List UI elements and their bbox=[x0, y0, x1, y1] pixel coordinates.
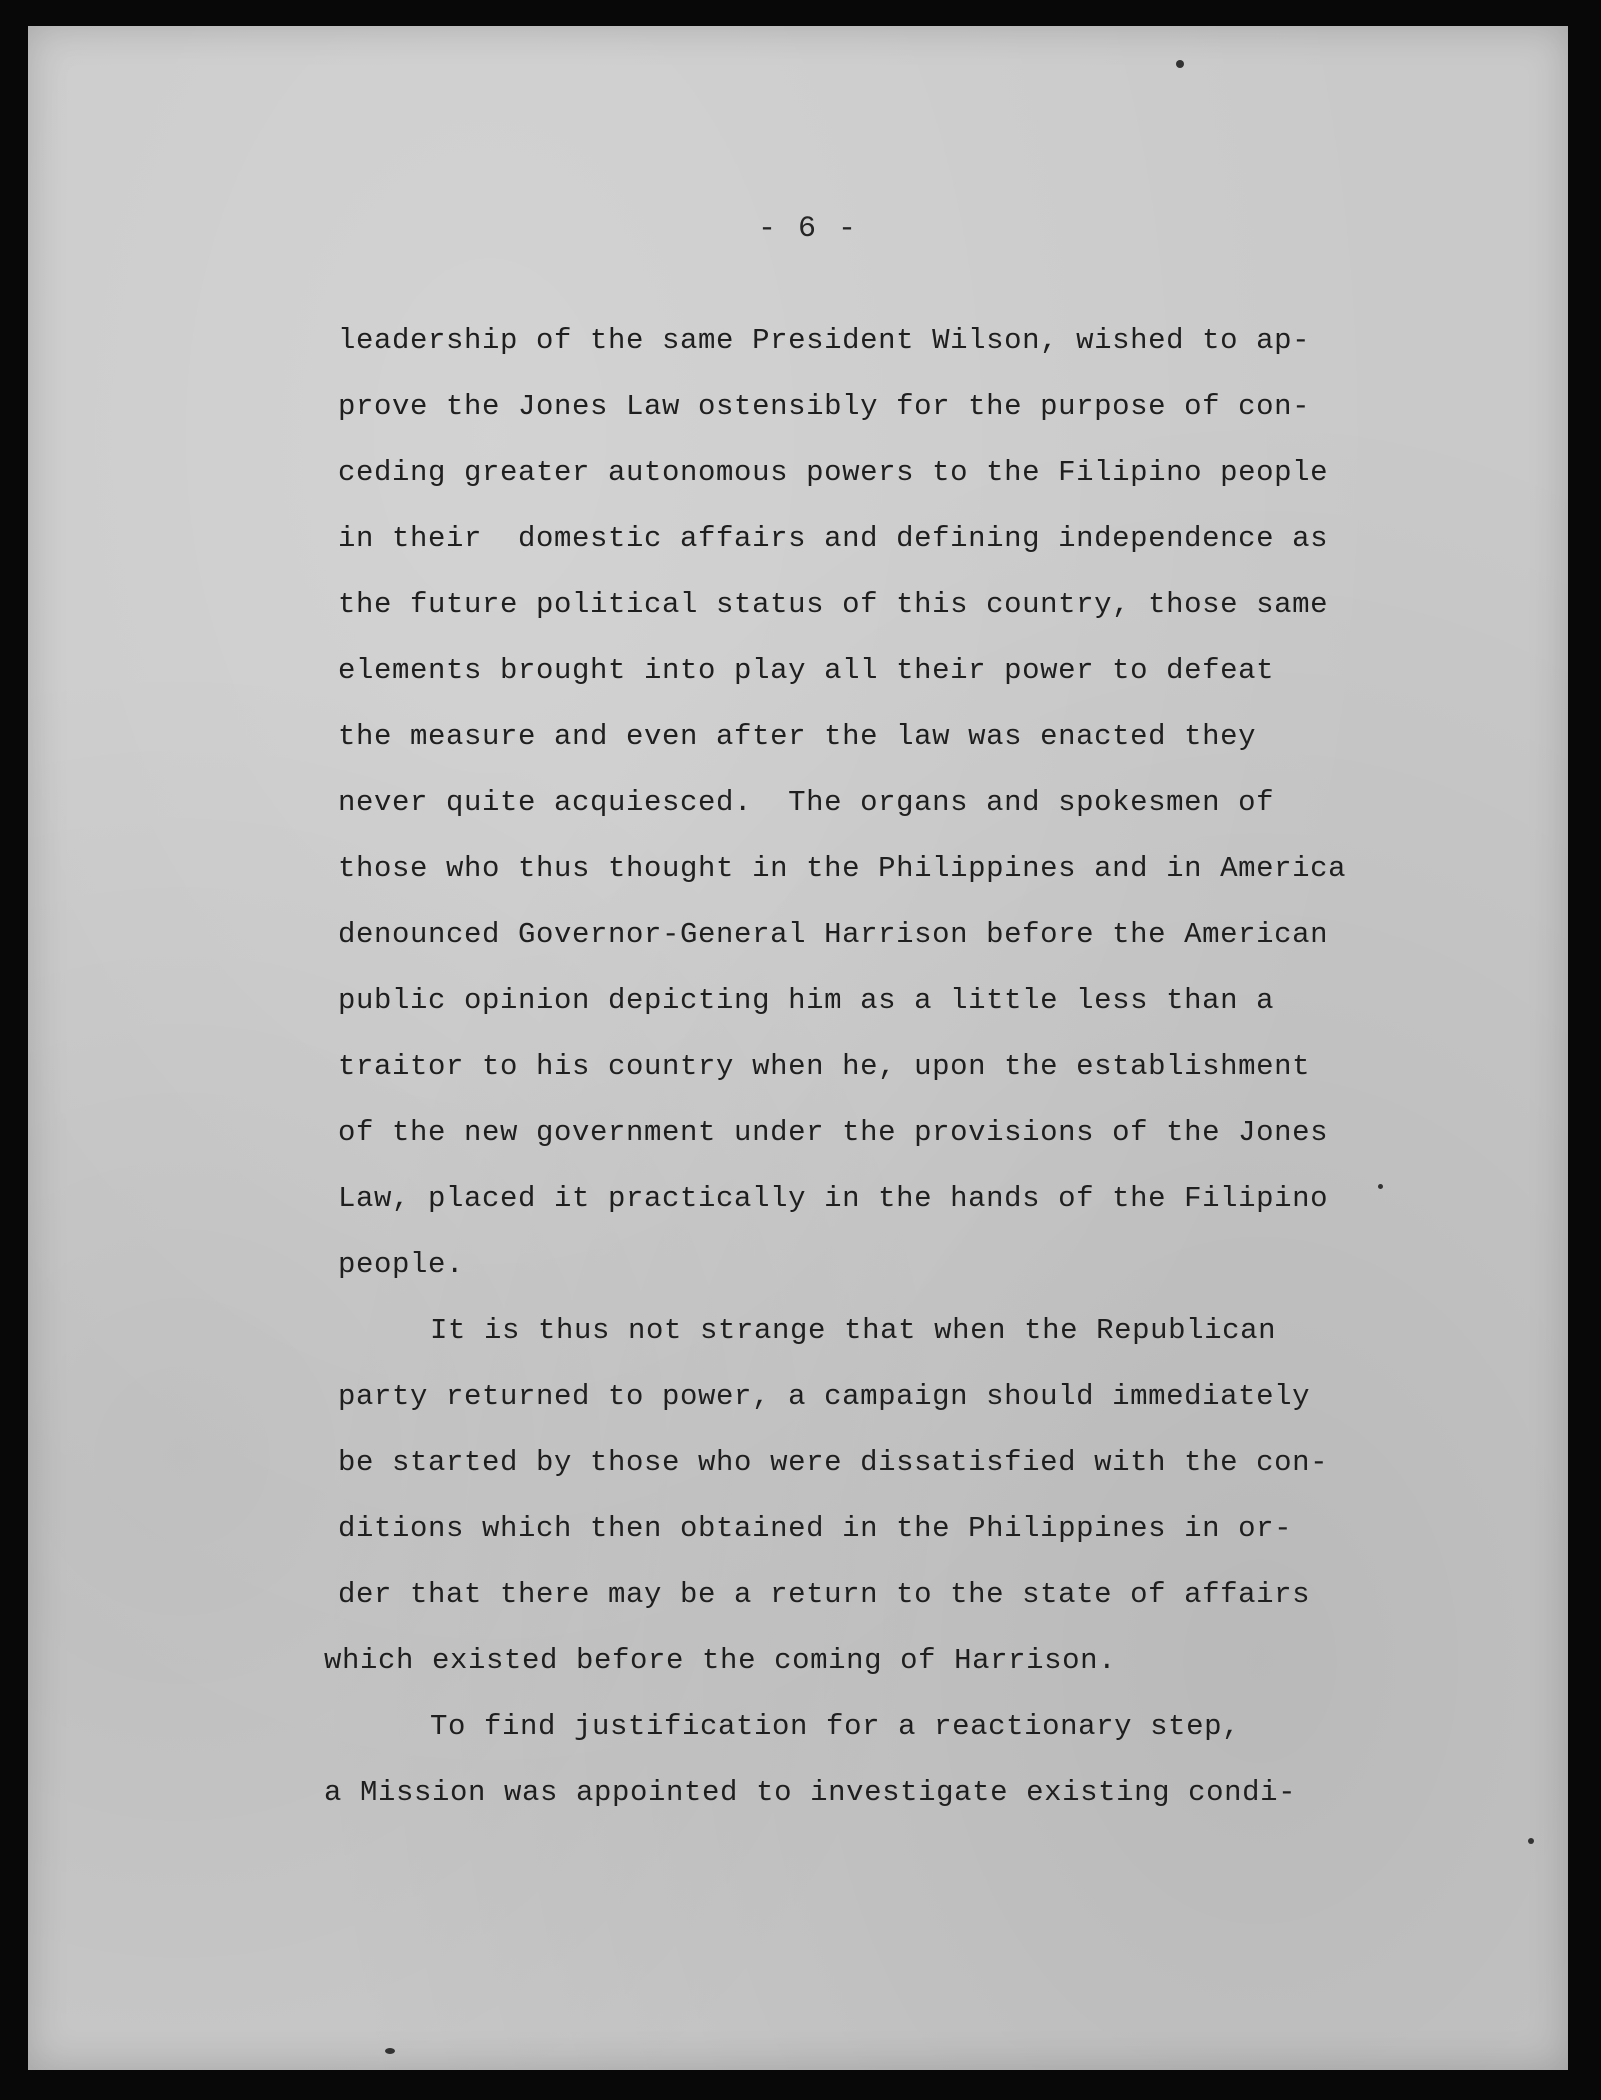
page-number: - 6 - bbox=[757, 212, 858, 246]
text-line: It is thus not strange that when the Republican bbox=[430, 1314, 1277, 1347]
document-page bbox=[28, 26, 1568, 2070]
text-line: denounced Governor-General Harrison before the American bbox=[338, 918, 1329, 951]
text-line: elements brought into play all their power to defeat bbox=[338, 654, 1275, 687]
paragraph-1 bbox=[338, 308, 1458, 1298]
body-text bbox=[324, 308, 1458, 1826]
ink-speck bbox=[1176, 60, 1184, 68]
text-line: of the new government under the provisions of the Jones bbox=[338, 1116, 1329, 1149]
text-line: a Mission was appointed to investigate existing condi- bbox=[324, 1776, 1297, 1809]
text-line: never quite acquiesced. The organs and spokesmen of bbox=[338, 786, 1275, 819]
ink-speck bbox=[385, 2048, 395, 2054]
text-line: der that there may be a return to the state of affairs bbox=[338, 1578, 1311, 1611]
text-line: traitor to his country when he, upon the establishment bbox=[338, 1050, 1311, 1083]
text-line: in their domestic affairs and defining independence as bbox=[338, 522, 1329, 555]
text-line: ditions which then obtained in the Philippines in or- bbox=[338, 1512, 1293, 1545]
text-line: Law, placed it practically in the hands of the Filipino bbox=[338, 1182, 1329, 1215]
text-line: be started by those who were dissatisfied with the con- bbox=[338, 1446, 1329, 1479]
ink-speck bbox=[1528, 1838, 1534, 1844]
text-line: public opinion depicting him as a little less than a bbox=[338, 984, 1275, 1017]
text-line: leadership of the same President Wilson, wished to ap- bbox=[338, 324, 1311, 357]
text-line: ceding greater autonomous powers to the Filipino people bbox=[338, 456, 1329, 489]
text-line: party returned to power, a campaign should immediately bbox=[338, 1380, 1311, 1413]
paragraph-3 bbox=[324, 1694, 1458, 1826]
paragraph-2 bbox=[324, 1298, 1458, 1694]
text-line: the measure and even after the law was enacted they bbox=[338, 720, 1257, 753]
text-line: people. bbox=[338, 1248, 465, 1281]
text-line: prove the Jones Law ostensibly for the purpose of con- bbox=[338, 390, 1311, 423]
ink-speck bbox=[1378, 1184, 1383, 1189]
text-line: the future political status of this country, those same bbox=[338, 588, 1329, 621]
text-line: To find justification for a reactionary step, bbox=[430, 1710, 1241, 1743]
text-line: those who thus thought in the Philippines and in America bbox=[338, 852, 1347, 885]
text-line: which existed before the coming of Harrison. bbox=[324, 1644, 1117, 1677]
